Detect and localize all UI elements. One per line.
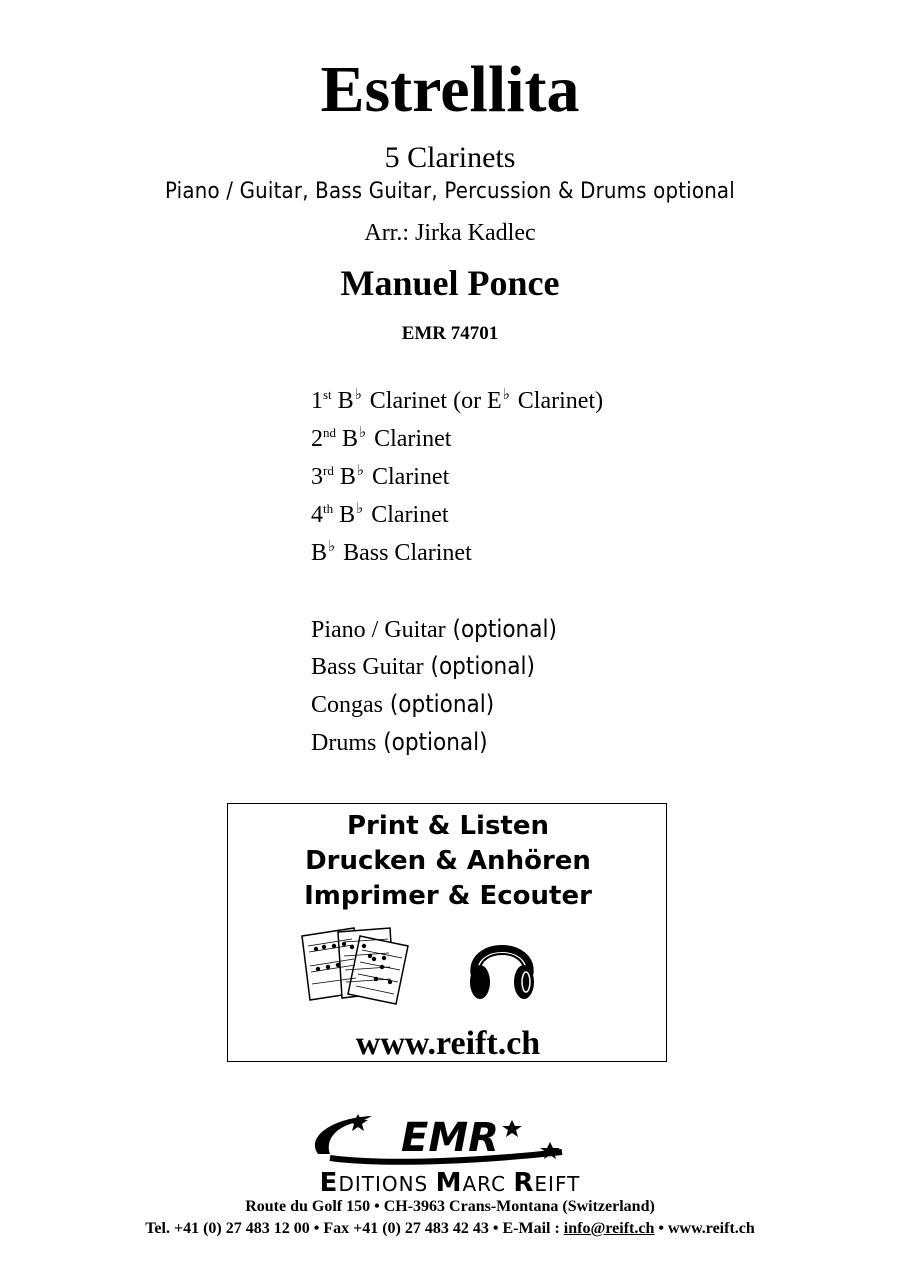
optional-part-bass-guitar: Bass Guitar (optional) xyxy=(311,652,535,680)
part-clarinet-4: 4th B♭ Clarinet xyxy=(311,501,449,528)
emr-logo-text: EMR xyxy=(401,1115,499,1161)
composer: Manuel Ponce xyxy=(340,263,560,303)
instrumentation-note: Piano / Guitar, Bass Guitar, Percussion & Drums optional xyxy=(165,179,735,204)
optional-part-congas: Congas (optional) xyxy=(311,690,495,718)
publisher-contact: Tel. +41 (0) 27 483 12 00 • Fax +41 (0) 27 483 42 43 • E-Mail : info@reift.ch • www.reift.ch xyxy=(145,1220,755,1237)
arranger: Arr.: Jirka Kadlec xyxy=(364,220,536,246)
subtitle: 5 Clarinets xyxy=(384,141,516,174)
part-clarinet-2: 2nd B♭ Clarinet xyxy=(311,425,452,452)
catalog-number: EMR 74701 xyxy=(401,323,499,344)
promo-line-german: Drucken & Anhören xyxy=(305,846,591,876)
title: Estrellita xyxy=(320,53,580,126)
emr-logo xyxy=(300,1108,600,1168)
promo-line-english: Print & Listen xyxy=(346,811,550,841)
promo-url[interactable]: www.reift.ch xyxy=(355,1025,541,1062)
email-link[interactable]: info@reift.ch xyxy=(563,1220,655,1237)
sheet-music-icon xyxy=(300,922,412,1006)
promo-line-french: Imprimer & Ecouter xyxy=(304,881,592,911)
optional-part-drums: Drums (optional) xyxy=(311,728,488,756)
publisher-address: Route du Golf 150 • CH-3963 Crans-Montana (Switzerland) xyxy=(245,1198,655,1215)
print-listen-box xyxy=(227,803,667,1062)
publisher-name: EDITIONS MARC REIFT xyxy=(319,1168,581,1198)
part-clarinet-3: 3rd B♭ Clarinet xyxy=(311,463,450,490)
part-clarinet-1: 1st B♭ Clarinet (or E♭ Clarinet) xyxy=(311,387,604,414)
headphones-icon xyxy=(466,928,538,1004)
part-bass-clarinet: B♭ Bass Clarinet xyxy=(311,539,472,566)
optional-part-piano-guitar: Piano / Guitar (optional) xyxy=(311,615,557,643)
